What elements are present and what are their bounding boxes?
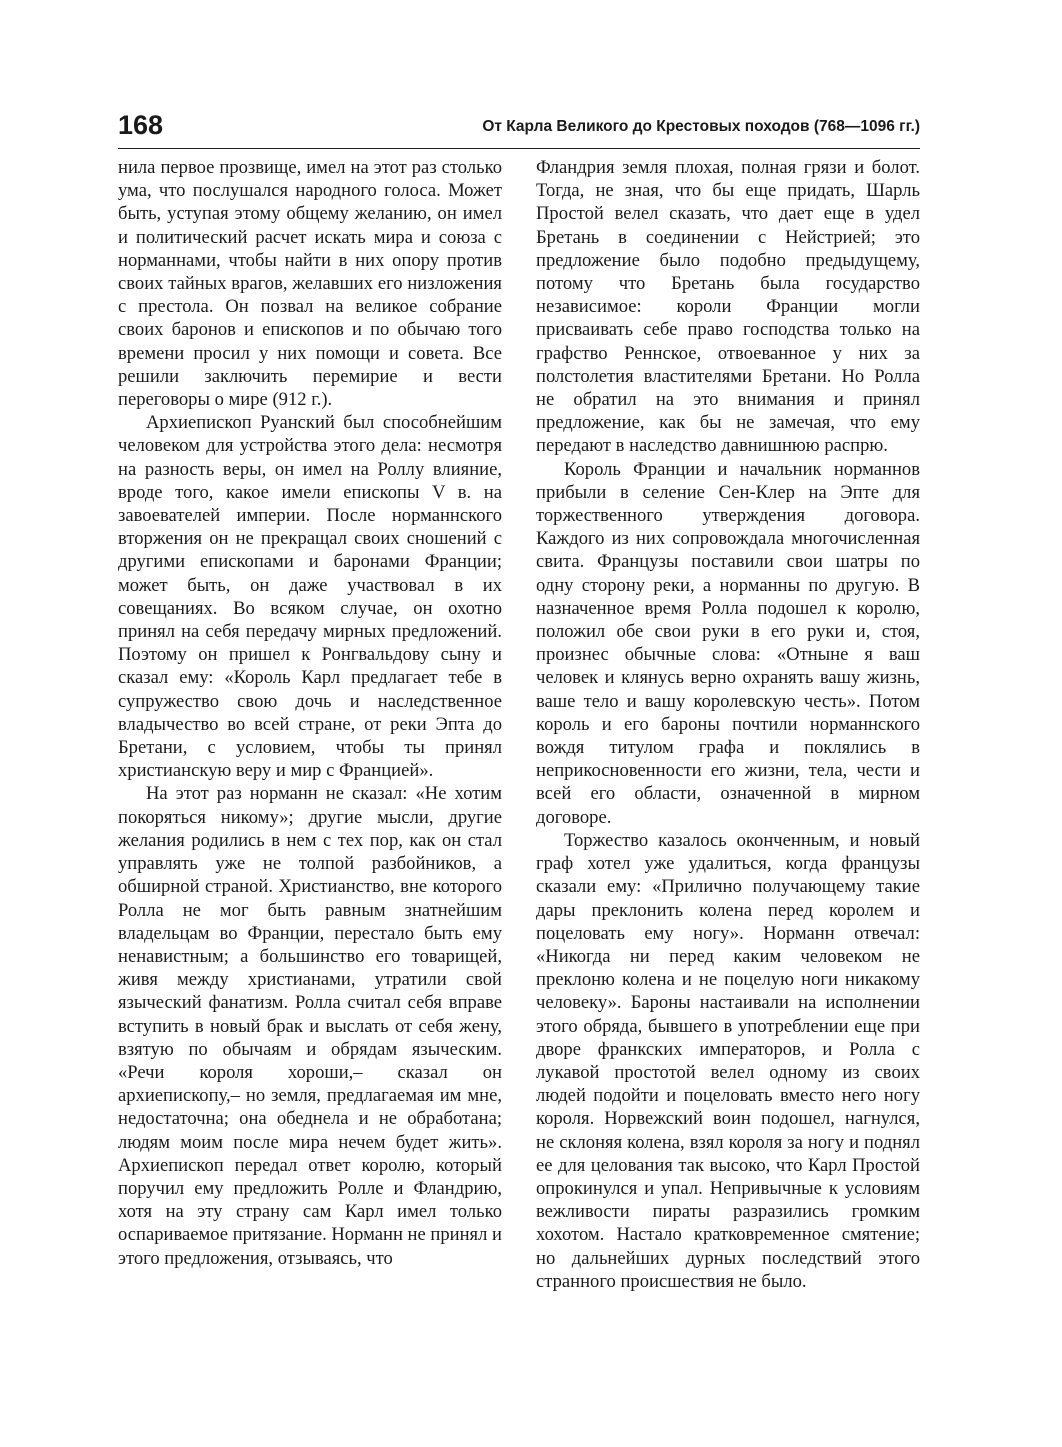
running-title: От Карла Великого до Крестовых походов (768—1096 гг.) — [482, 118, 920, 135]
page-number: 168 — [118, 110, 164, 140]
left-column — [118, 156, 502, 1386]
paragraph: Торжество казалось оконченным, и новый граф хотел уже удалиться, когда французы сказали ему: «Прилично получающему такие дары преклонить колена перед королем и поцеловать ему ногу». Норманн отвечал: «Никогда ни перед каким человеком не преклоню колена и не поцелую ноги никакому человеку». Бароны настаивали на исполнении этого обряда, бывшего в употреблении еще при дворе франкских императоров, и Ролла с лукавой простотой велел одному из своих людей подойти и поцеловать вместо него ногу короля. Норвежский воин подошел, нагнулся, не склоняя колена, взял короля за ногу и поднял ее для целования так высоко, что Карл Простой опрокинулся и упал. Непривычные к условиям вежливости пираты разразились громким хохотом. Настало кратковременное смятение; но дальнейших дурных последствий этого странного происшествия не было. — [536, 829, 920, 1292]
paragraph: Король Франции и начальник норманнов прибыли в селение Сен-Клер на Эпте для торжественного утверждения договора. Каждого из них сопровождала многочисленная свита. Французы поставили свои шатры по одну сторону реки, а норманны по другую. В назначенное время Ролла подошел к королю, положил обе свои руки в его руки и, стоя, произнес обычные слова: «Отныне я ваш человек и клянусь верно охранять вашу жизнь, ваше тело и вашу королевскую честь». Потом король и его бароны почтили норманнского вождя титулом графа и поклялись в неприкосновенности его жизни, тела, чести и всей его области, означенной в мирном договоре. — [536, 458, 920, 828]
paragraph: Фландрия земля плохая, полная грязи и болот. Тогда, не зная, что бы еще придать, Шарль Простой велел сказать, что дает еще в удел Бретань в соединении с Нейстрией; это предложение было подобно предыдущему, потому что Бретань была государство независимое: короли Франции могли присваивать себе право господства только на графство Реннское, отвоеванное у них за полстолетия властителями Бретани. Но Ролла не обратил на это внимания и принял предложение, как бы не замечая, что ему передают в наследство давнишнюю распрю. — [536, 157, 920, 457]
right-column — [536, 156, 920, 1386]
text-columns — [118, 156, 920, 1386]
paragraph: нила первое прозвище, имел на этот раз столько ума, что послушался народного голоса. Может быть, уступая этому общему желанию, он имел и политический расчет искать мира и союза с норманнами, чтобы найти в них опору против своих тайных врагов, желавших его низложения с престола. Он позвал на великое собрание своих баронов и епископов и по обычаю того времени просил у них помощи и совета. Все решили заключить перемирие и вести переговоры о мире (912 г.). — [118, 157, 502, 411]
paragraph: Архиепископ Руанский был способнейшим человеком для устройства этого дела: несмотря на разность веры, он имел на Роллу влияние, вроде того, какое имели епископы V в. на завоевателей империи. После норманнского вторжения он не прекращал своих сношений с другими епископами и баронами Франции; может быть, он даже участвовал в их совещаниях. Во всяком случае, он охотно принял на себя передачу мирных предложений. Поэтому он пришел к Ронгвальдову сыну и сказал ему: «Король Карл предлагает тебе в супружество свою дочь и наследственное владычество во всей стране, от реки Эпта до Бретани, с условием, чтобы ты принял христианскую веру и мир с Францией». — [118, 412, 502, 782]
page-header — [118, 108, 920, 149]
paragraph: На этот раз норманн не сказал: «Не хотим покоряться никому»; другие мысли, другие желания родились в нем с тех пор, как он стал управлять уже не толпой разбойников, а обширной страной. Христианство, вне которого Ролла не мог быть равным знатнейшим владельцам во Франции, перестало быть ему ненавистным; а большинство его товарищей, живя между христианами, утратили свой языческий фанатизм. Ролла считал себя вправе вступить в новый брак и выслать от себя жену, взятую по обычаям и обрядам языческим. «Речи короля хороши,– сказал он архиепископу,– но земля, предлагаемая им мне, недостаточна; она обеднела и не обработана; людям моим после мира нечем будет жить». Архиепископ передал ответ королю, который поручил ему предложить Ролле и Фландрию, хотя на эту страну сам Карл имел только оспариваемое притязание. Норманн не принял и этого предложения, отзываясь, что — [118, 783, 502, 1269]
